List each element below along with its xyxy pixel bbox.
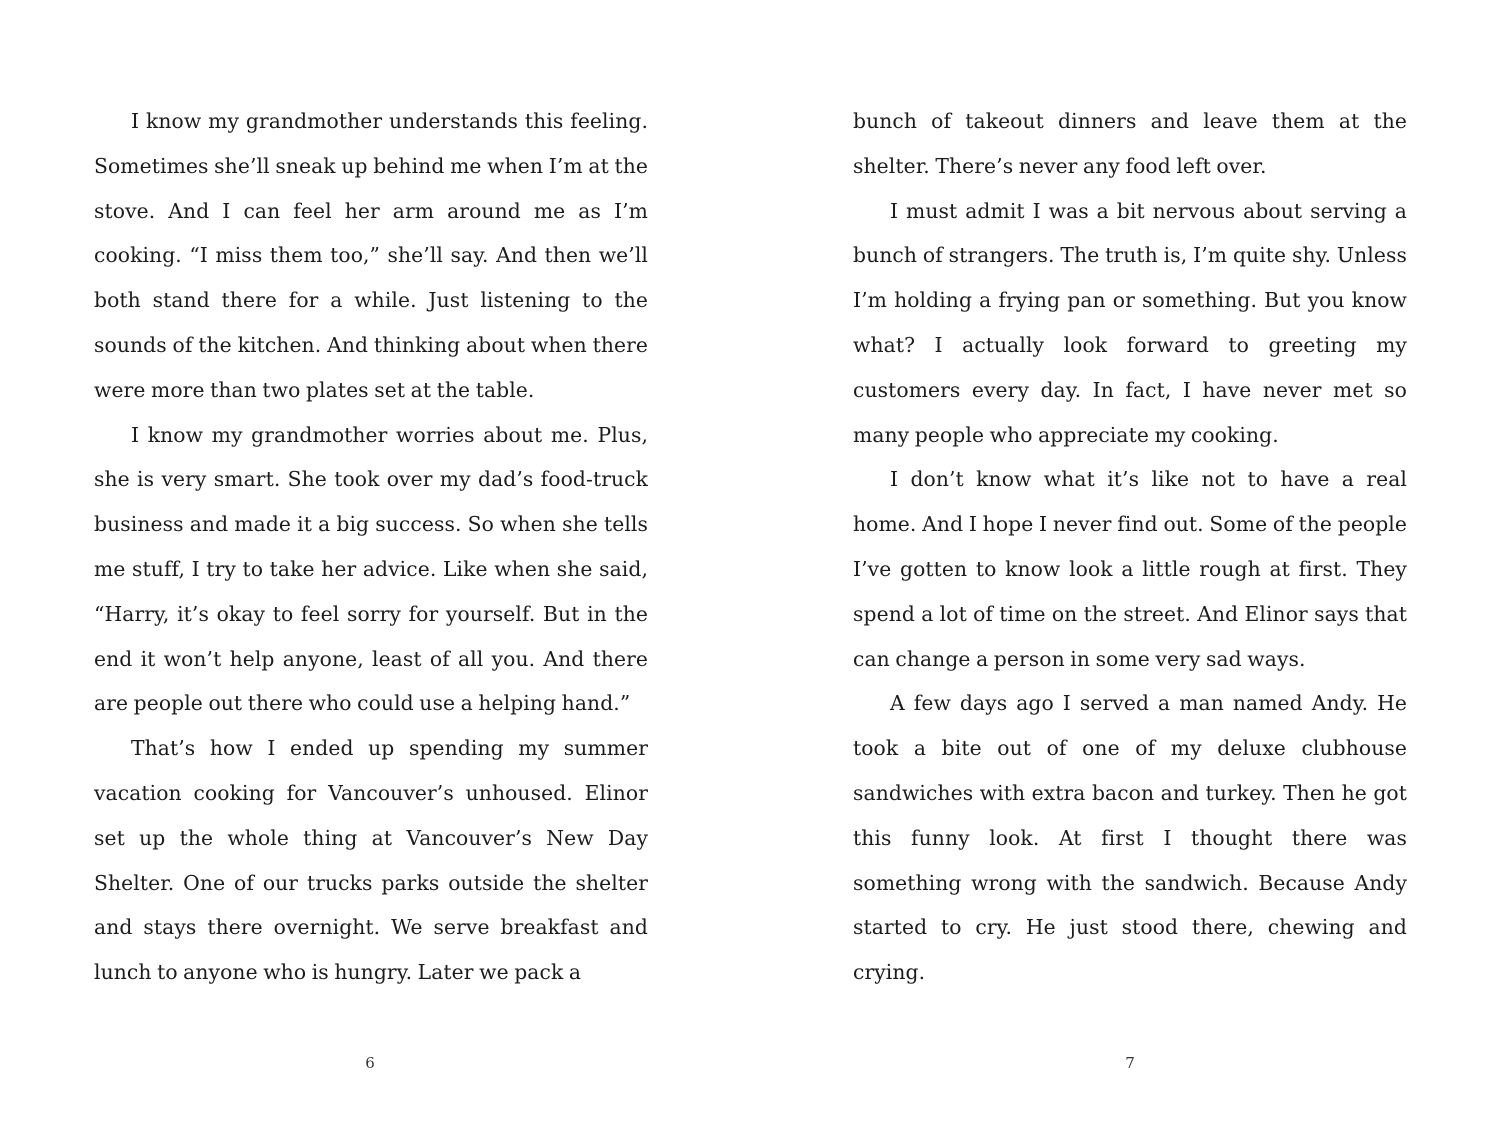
left-page-text (94, 99, 648, 995)
paragraph: That’s how I ended up spending my summer vacation cooking for Vancouver’s unhoused. Elinor set up the whole thing at Vancouver’s New Day Shelter. One of our trucks parks outside the shelter and stays there overnight. We serve breakfast and lunch to anyone who is hungry. Later we pack a (94, 736, 648, 985)
page-number: 7 (1125, 1054, 1135, 1072)
right-page (750, 0, 1500, 1125)
paragraph: I don’t know what it’s like not to have a real home. And I hope I never find out. Some of the people I’ve gotten to know look a little rough at first. They spend a lot of time on the street. And Elinor says that can change a person in some very sad ways. (853, 467, 1407, 671)
right-page-text (853, 99, 1407, 995)
paragraph: I must admit I was a bit nervous about serving a bunch of strangers. The truth is, I’m quite shy. Unless I’m holding a frying pan or something. But you know what? I actually look forward to greeting my customers every day. In fact, I have never met so many people who appreciate my cooking. (853, 198, 1407, 447)
paragraph-continued: bunch of takeout dinners and leave them at the shelter. There’s never any food left over. (853, 109, 1407, 178)
paragraph: I know my grandmother understands this feeling. Sometimes she’ll sneak up behind me when I’m at the stove. And I can feel her arm around me as I’m cooking. “I miss them too,” she’ll say. And then we’ll both stand there for a while. Just listening to the sounds of the kitchen. And thinking about when there were more than two plates set at the table. (94, 109, 648, 402)
page-number: 6 (365, 1054, 375, 1072)
paragraph: I know my grandmother worries about me. Plus, she is very smart. She took over my dad’s food-truck business and made it a big success. So when she tells me stuff, I try to take her advice. Like when she said, “Harry, it’s okay to feel sorry for yourself. But in the end it won’t help anyone, least of all you. And there are people out there who could use a helping hand.” (94, 422, 648, 716)
paragraph: A few days ago I served a man named Andy. He took a bite out of one of my deluxe clubhouse sandwiches with extra bacon and turkey. Then he got this funny look. At first I thought there was something wrong with the sandwich. Because Andy started to cry. He just stood there, chewing and crying. (853, 691, 1407, 985)
